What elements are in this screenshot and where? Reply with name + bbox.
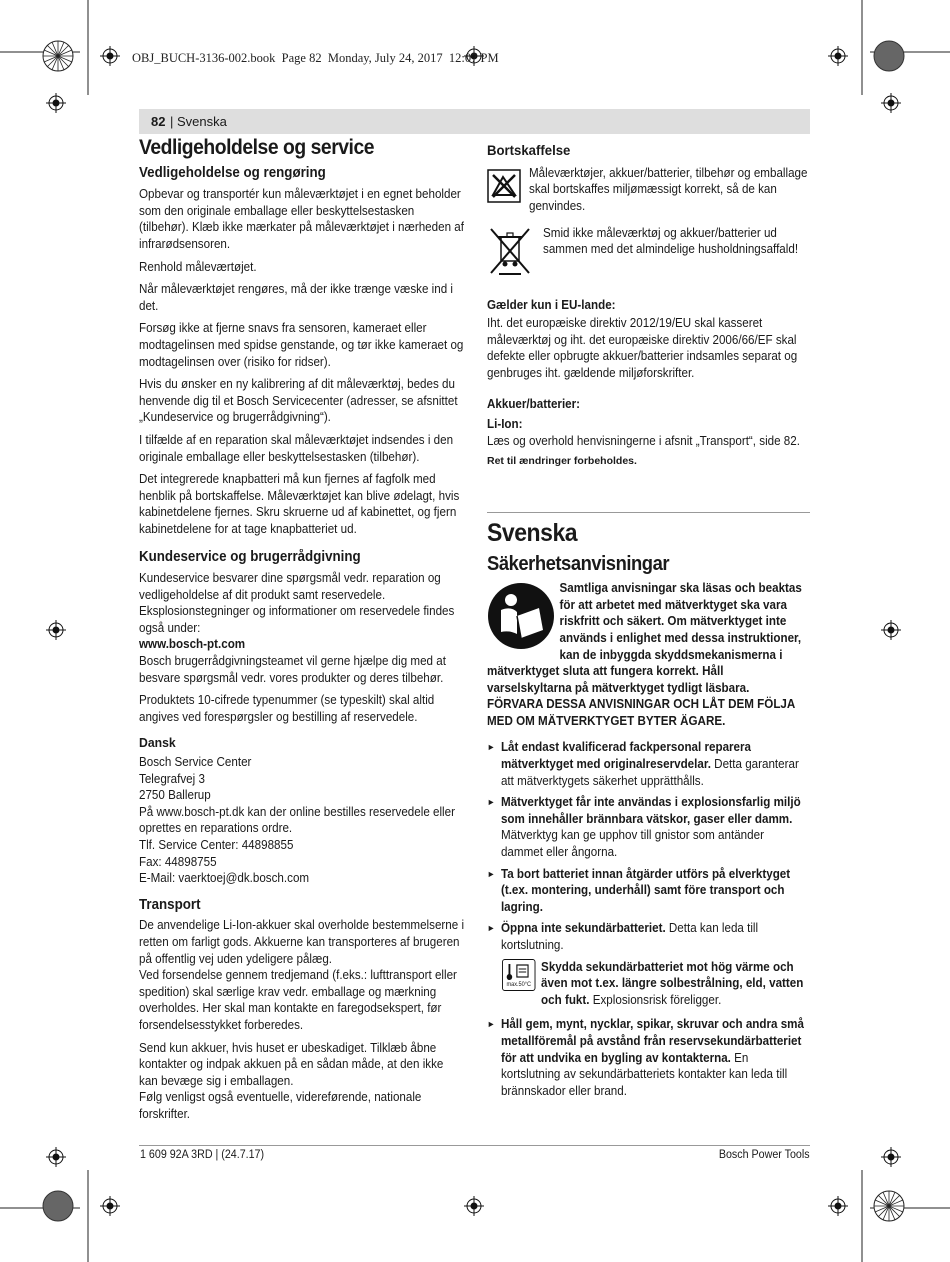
right-column [487, 142, 810, 1104]
paragraph: Renhold måleværtøjet. [139, 259, 257, 274]
paragraph: Opbevar og transportér kun måleværktøjet i en egnet beholder som den originale emballage eller beskyttelsestasken (tilbehør). Klæb ikke mærkater på måleværktøjet i nærheden af infrarødsensoren. [139, 187, 464, 251]
safety-bullet: ► Håll gem, mynt, nycklar, spikar, skruvar och andra små metallföremål på avstånd från reservsekundärbatteriet för att undvika en bygling av kontakterna. En kortslutning av sekundärbatteriets kontakter kan leda till brännskador eller brand. [487, 1016, 808, 1099]
language-title: Svenska [487, 518, 578, 547]
section-label: | Svenska [170, 114, 227, 129]
paragraph: De anvendelige Li-Ion-akkuer skal overholde bestemmelserne i retten om farligt gods. Akkuerne kan transporteres af brugeren på offentlig vej uden ydeligere pålæg. Ved forsendelse gennem tredjemand (f.eks.: lufttransport eller spedition) skal særlige krav vedr. emballage og mærkning overholdes. Her skal man kontakte en faregodsekspert, før forsendelsesstykket forberedes. [139, 918, 465, 1032]
paragraph: Bosch brugerrådgivningsteamet vil gerne hjælpe dig med at besvare spørgsmål vedr. vores produkter og deres tilbehør. [139, 654, 446, 685]
safety-intro: Samtliga anvisningar ska läsas och beaktas för att arbetet med mätverktyget ska vara riskfritt och säkert. Om mätverktyget inte används i enlighet med dessa instruktioner, kan de inbyggda skyddsmekanismerna i mätverktyget sluta att fungera korrekt. Håll varselskyltarna på mätverktyget tydligt läsbara. FÖRVARA DESSA ANVISNINGAR OCH LÅT DEM FÖLJA MED OM MÄTVERKTYGET BYTER ÄGARE. [487, 581, 802, 728]
paragraph: I tilfælde af en reparation skal måleværktøjet indsendes i den originale emballage eller beskyttelsestasken (tilbehør). [139, 432, 454, 464]
safety-bullet: ► Mätverktyget får inte användas i explosionsfarlig miljö som innehåller brännbara vätskor, gaser eller damm. Mätverktyg kan ge upphov till gnistor som antänder dammet eller ångorna. [487, 794, 808, 860]
registration-mark-br [874, 1191, 904, 1221]
cleaning-heading: Vedligeholdelse og rengøring [139, 164, 326, 181]
battery-heading: Akkuer/batterier: [487, 396, 581, 411]
safety-bullet: ► Låt endast kvalificerad fackpersonal reparera mätverktyget med originalreservdelar. Detta garanterar att mätverktygets säkerhet upprätthålls. [487, 739, 808, 789]
website-link[interactable]: www.bosch-pt.com [139, 637, 246, 652]
page-number: 82 [151, 114, 166, 129]
safety-heading: Säkerhetsanvisningar [487, 552, 670, 575]
paragraph: Kundeservice besvarer dine spørgsmål vedr. reparation og vedligeholdelse af dit produkt samt reservedele. Eksplosionstegninger og informationer om reservedele findes også under: www.bosch-pt.com [139, 571, 455, 652]
paragraph: Når måleværktøjet rengøres, må der ikke trænge væske ind i det. [139, 282, 453, 313]
paragraph: Send kun akkuer, hvis huset er ubeskadiget. Tilklæb åbne kontakter og indpak akkuen på en sådan måde, at den ikke kan bevæge sig i emballagen. Følg venligst også eventuelle, videreførende, nationale forskrifter. [139, 1040, 444, 1121]
disposal-text: Måleværktøjer, akkuer/batterier, tilbehør og emballage skal bortskaffes miljømæssigt korrekt, så de kan genvindes. [529, 165, 808, 213]
address-line: 2750 Ballerup [139, 788, 211, 803]
address-line: Telegrafvej 3 [139, 771, 205, 786]
changes-note: Ret til ændringer forbeholdes. [487, 455, 637, 468]
liion-text: Læs og overhold henvisningerne i afsnit „Transport“, side 82. [487, 433, 800, 448]
section-title: Vedligeholdelse og service [139, 136, 375, 159]
temperature-icon [502, 959, 535, 991]
registration-mark-bl [43, 1191, 73, 1221]
address-line: Bosch Service Center [139, 755, 252, 769]
left-column [139, 136, 465, 1128]
crossed-bin-icon [487, 225, 533, 277]
registration-mark-tl [43, 41, 73, 71]
liion-heading: Li-Ion: [487, 417, 523, 432]
file-header: OBJ_BUCH-3136-002.book Page 82 Monday, July 24, 2017 12:07 PM [132, 51, 499, 65]
divider [487, 512, 810, 513]
footer-rule [139, 1145, 810, 1146]
address-line: På www.bosch-pt.dk kan der online bestilles reservedele eller oprettes en reparations ordre. [139, 804, 455, 836]
footer-doc-id: 1 609 92A 3RD | (24.7.17) [140, 1149, 265, 1161]
heat-warning: max.50°C Skydda sekundärbatteriet mot hög värme och även mot t.ex. längre solbestrålning, eld, vatten och fukt. Explosionsrisk föreligger. [502, 959, 788, 1009]
safety-bullet: ► Öppna inte sekundärbatteriet. Detta kan leda till kortslutning. [487, 920, 808, 953]
page-header-bar [139, 109, 810, 134]
eu-text: Iht. det europæiske direktiv 2012/19/EU skal kasseret måleværktøj og iht. det europæiske direktiv 2006/66/EF skal defekte eller opbrugte akkuer/batterier indsamles separat og genbruges iht. gældende miljøforskrifter. [487, 316, 798, 380]
address-line: Tlf. Service Center: 44898855 [139, 837, 294, 852]
address-line: Fax: 44898755 [139, 854, 217, 869]
eu-heading: Gælder kun i EU-lande: [487, 297, 616, 312]
paragraph: Produktets 10-cifrede typenummer (se typeskilt) skal altid angives ved forespørgsler og bestilling af reservedele. [139, 693, 435, 724]
recycling-icon [487, 169, 521, 203]
safety-bullet: ► Ta bort batteriet innan åtgärder utförs på elverktyget (t.ex. montering, underhåll) samt före transport och lagring. [487, 866, 808, 916]
disposal-heading: Bortskaffelse [487, 142, 571, 158]
customer-heading: Kundeservice og brugerrådgivning [139, 549, 361, 566]
address-line: E-Mail: vaerktoej@dk.bosch.com [139, 871, 310, 886]
transport-heading: Transport [139, 896, 201, 913]
address-block [139, 754, 465, 887]
country-heading: Dansk [139, 735, 176, 751]
household-warning: Smid ikke måleværktøj og akkuer/batterier ud sammen med det almindelige husholdningsaffald! [543, 225, 799, 257]
paragraph: Hvis du ønsker en ny kalibrering af dit måleværktøj, bedes du henvende dig til et Bosch Servicecenter (adresser, se afsnittet „Kundeservice og brugerrådgivning“). [139, 377, 458, 425]
paragraph: Det integrerede knapbatteri må kun fjernes af fagfolk med henblik på bortskaffelse. Måleværktøjet kan blive ødelagt, hvis kabinetdelene fjernes. Skru skruerne ud af kabinettet, og fjern kabinetdelene for at tage knapbatteriet ud. [139, 472, 460, 536]
paragraph: Forsøg ikke at fjerne snavs fra sensoren, kameraet eller modtagelinsen med spidse genstande, og tør ikke kameraet og modtagelinsen over (risiko for ridser). [139, 321, 464, 369]
footer-brand: Bosch Power Tools [719, 1149, 810, 1161]
temperature-label: max.50°C [506, 981, 532, 988]
registration-mark-tr [874, 41, 904, 71]
